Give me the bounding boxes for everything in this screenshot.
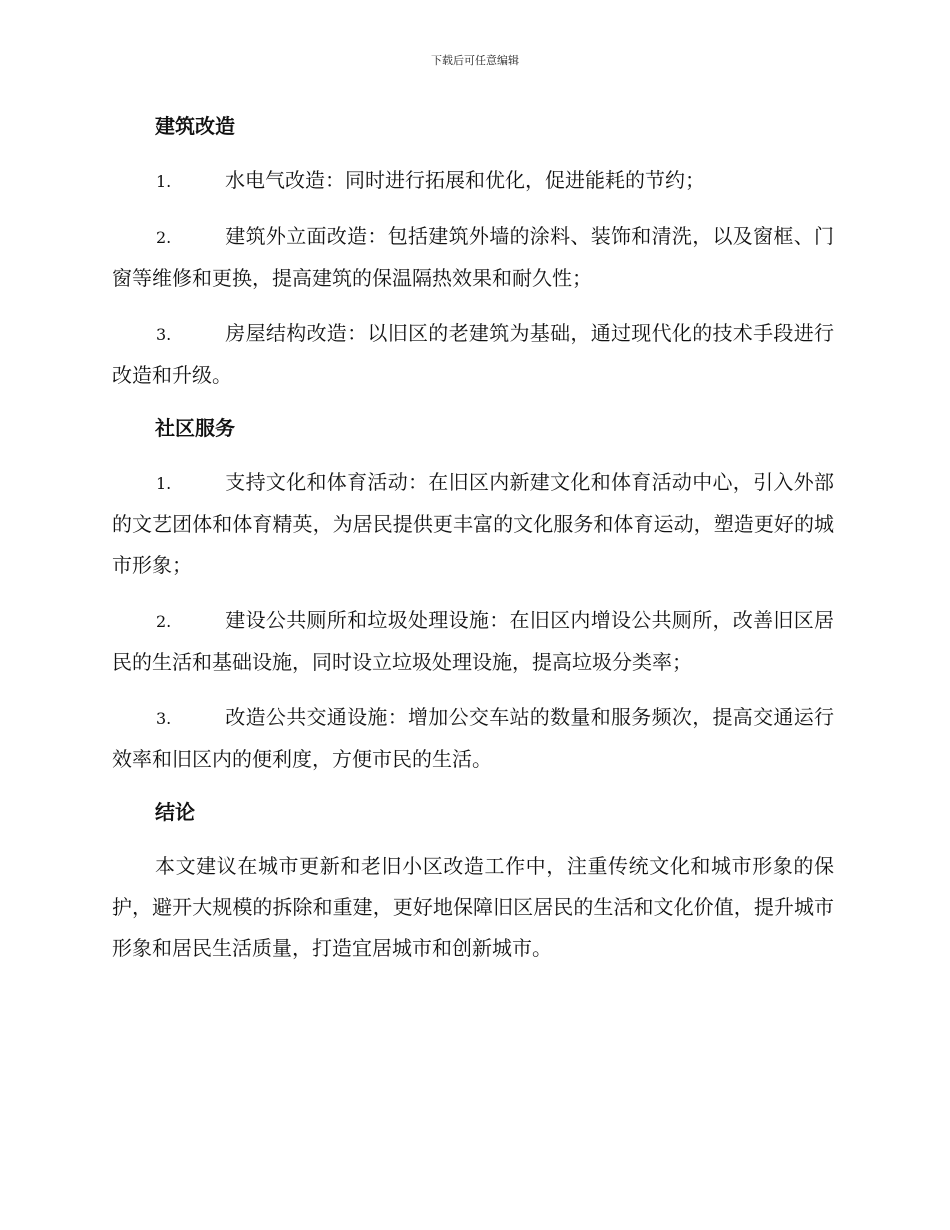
section-heading-building-renovation: 建筑改造 [155, 114, 235, 138]
list-number: 2. [156, 612, 172, 631]
list-item-text: 改造公共交通设施：增加公交车站的数量和服务频次，提高交通运行效率和旧区内的便利度，方便市民的生活。 [112, 705, 834, 771]
list-item-text: 建设公共厕所和垃圾处理设施：在旧区内增设公共厕所，改善旧区居民的生活和基础设施，同时设立垃圾处理设施，提高垃圾分类率； [112, 608, 834, 674]
list-item [112, 216, 834, 299]
list-item [112, 600, 834, 683]
list-item [112, 462, 834, 586]
section-heading-conclusion: 结论 [155, 800, 195, 824]
list-number: 3. [156, 325, 172, 344]
list-number: 1. [156, 474, 172, 493]
list-item [112, 313, 834, 396]
page-header: 下载后可任意编辑 [431, 54, 519, 67]
list-number: 2. [156, 228, 172, 247]
list-number: 1. [156, 172, 172, 191]
document-body [112, 108, 834, 983]
list-item-text: 建筑外立面改造：包括建筑外墙的涂料、装饰和清洗，以及窗框、门窗等维修和更换，提高建筑的保温隔热效果和耐久性； [112, 224, 834, 290]
list-item-text: 房屋结构改造：以旧区的老建筑为基础，通过现代化的技术手段进行改造和升级。 [112, 321, 834, 387]
section-heading-community-services: 社区服务 [155, 416, 235, 440]
list-item-text: 支持文化和体育活动：在旧区内新建文化和体育活动中心，引入外部的文艺团体和体育精英，为居民提供更丰富的文化服务和体育运动，塑造更好的城市形象； [112, 470, 834, 577]
list-item-text: 水电气改造：同时进行拓展和优化，促进能耗的节约； [225, 168, 705, 192]
list-number: 3. [156, 709, 172, 728]
conclusion-paragraph: 本文建议在城市更新和老旧小区改造工作中，注重传统文化和城市形象的保护，避开大规模的拆除和重建，更好地保障旧区居民的生活和文化价值，提升城市形象和居民生活质量，打造宜居城市和创新城市。 [112, 854, 834, 960]
list-item [112, 697, 834, 780]
list-item [112, 160, 834, 202]
